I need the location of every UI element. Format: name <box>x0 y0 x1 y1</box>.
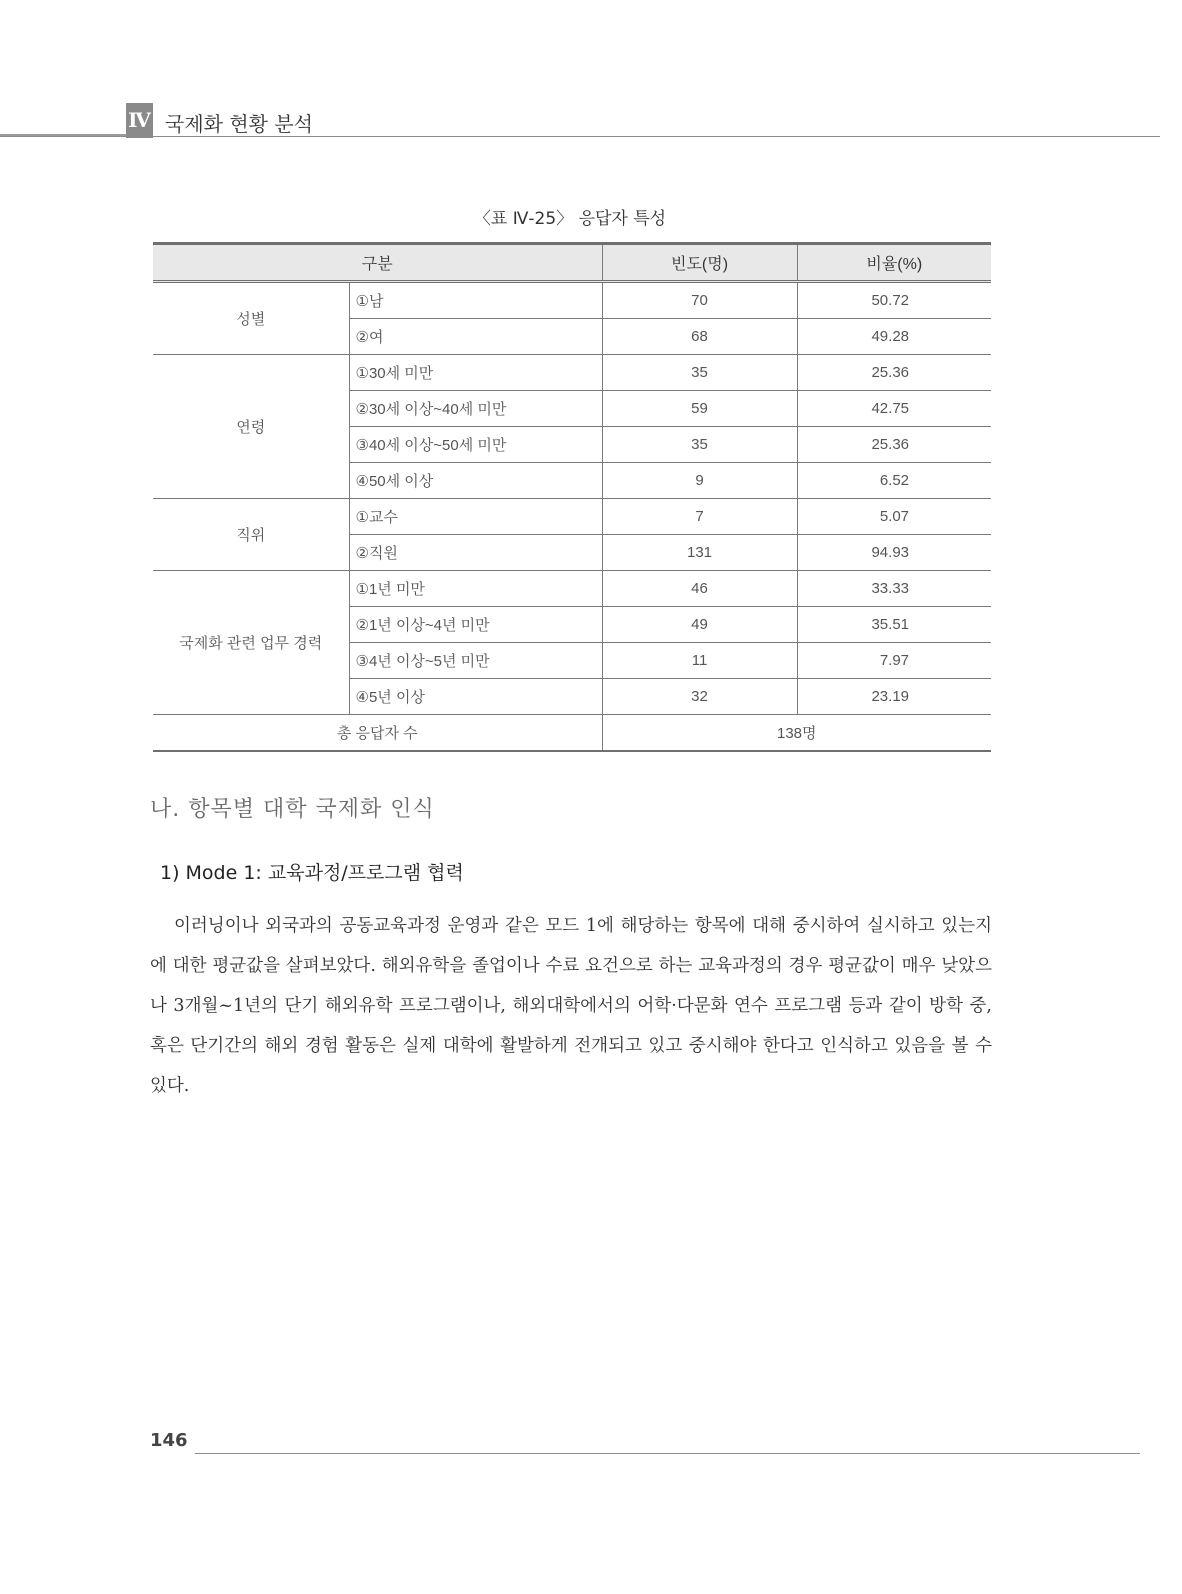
row-frequency: 49 <box>602 607 797 643</box>
row-frequency: 59 <box>602 391 797 427</box>
body-paragraph: 이러닝이나 외국과의 공동교육과정 운영과 같은 모드 1에 해당하는 항목에 대해 중시하여 실시하고 있는지에 대한 평균값을 살펴보았다. 해외유학을 졸업이나 수료 요건으로 하는 교육과정의 경우 평균값이 매우 낮았으나 3개월~1년의 단기 해외유학 프로그램이나, 해외대학에서의 어학·다문화 연수 프로그램 등과 같이 방학 중, 혹은 단기간의 해외 경험 활동은 실제 대학에 활발하게 전개되고 있고 중시해야 한다고 인식하고 있음을 볼 수 있다. <box>150 916 992 1096</box>
page-number: 146 <box>150 1430 188 1451</box>
total-label: 총 응답자 수 <box>153 715 602 752</box>
row-percent: 5.07 <box>797 499 991 535</box>
chapter-title: 국제화 현황 분석 <box>165 112 313 136</box>
row-percent: 49.28 <box>797 319 991 355</box>
row-frequency: 70 <box>602 282 797 319</box>
row-percent: 35.51 <box>797 607 991 643</box>
row-frequency: 46 <box>602 571 797 607</box>
respondent-characteristics-table <box>153 242 991 752</box>
row-percent: 94.93 <box>797 535 991 571</box>
row-item: ④50세 이상 <box>349 463 602 499</box>
row-item: ②여 <box>349 319 602 355</box>
row-item: ①남 <box>349 282 602 319</box>
row-item: ②30세 이상~40세 미만 <box>349 391 602 427</box>
row-frequency: 131 <box>602 535 797 571</box>
group-label-experience: 국제화 관련 업무 경력 <box>153 571 349 715</box>
row-percent: 50.72 <box>797 282 991 319</box>
row-frequency: 11 <box>602 643 797 679</box>
sub-heading: 1) Mode 1: 교육과정/프로그램 협력 <box>160 862 464 884</box>
row-item: ②1년 이상~4년 미만 <box>349 607 602 643</box>
row-item: ③4년 이상~5년 미만 <box>349 643 602 679</box>
chapter-number-badge: Ⅳ <box>126 103 153 138</box>
row-item: ①30세 미만 <box>349 355 602 391</box>
section-heading: 나. 항목별 대학 국제화 인식 <box>150 797 435 822</box>
column-header-percent: 비율(%) <box>797 244 991 282</box>
table-header-row <box>153 244 991 282</box>
column-header-frequency: 빈도(명) <box>602 244 797 282</box>
row-item: ②직원 <box>349 535 602 571</box>
group-label-gender: 성별 <box>153 282 349 355</box>
row-percent: 6.52 <box>797 463 991 499</box>
table-row <box>153 499 991 535</box>
column-header-category: 구분 <box>153 244 602 282</box>
group-label-position: 직위 <box>153 499 349 571</box>
row-item: ①1년 미만 <box>349 571 602 607</box>
row-frequency: 68 <box>602 319 797 355</box>
row-item: ③40세 이상~50세 미만 <box>349 427 602 463</box>
row-frequency: 35 <box>602 355 797 391</box>
row-percent: 42.75 <box>797 391 991 427</box>
total-value: 138명 <box>602 715 991 752</box>
group-label-age: 연령 <box>153 355 349 499</box>
row-item: ④5년 이상 <box>349 679 602 715</box>
row-percent: 7.97 <box>797 643 991 679</box>
table-caption: 〈표 Ⅳ-25〉 응답자 특성 <box>473 209 667 229</box>
row-frequency: 32 <box>602 679 797 715</box>
row-frequency: 35 <box>602 427 797 463</box>
row-frequency: 7 <box>602 499 797 535</box>
table-row <box>153 571 991 607</box>
table-row <box>153 282 991 319</box>
row-percent: 33.33 <box>797 571 991 607</box>
row-percent: 25.36 <box>797 427 991 463</box>
row-frequency: 9 <box>602 463 797 499</box>
row-percent: 23.19 <box>797 679 991 715</box>
footer-rule <box>195 1453 1140 1454</box>
table-row <box>153 355 991 391</box>
row-item: ①교수 <box>349 499 602 535</box>
table-total-row <box>153 715 991 752</box>
row-percent: 25.36 <box>797 355 991 391</box>
